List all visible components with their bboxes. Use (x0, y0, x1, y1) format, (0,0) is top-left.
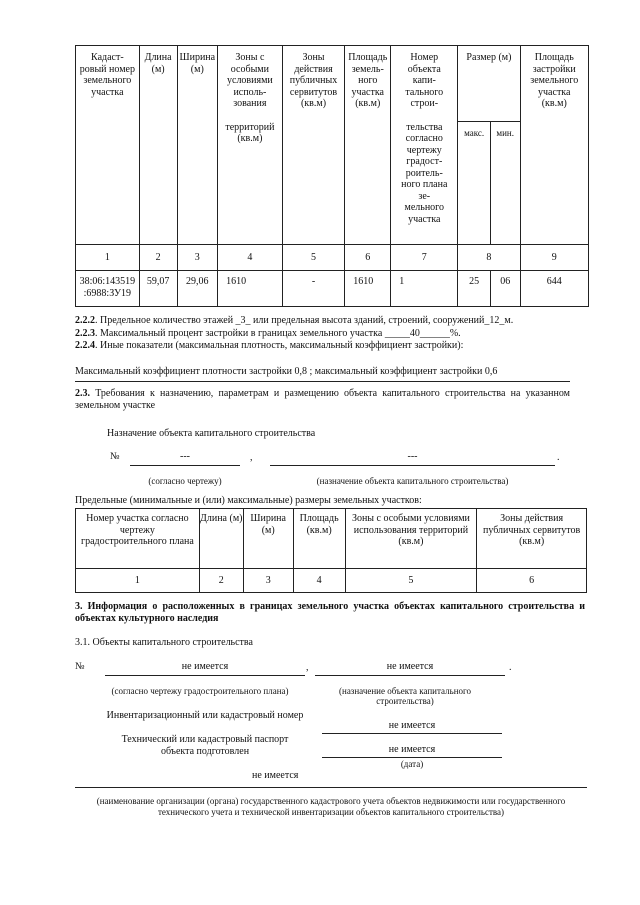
object-name: не имеется (386, 661, 434, 672)
coefficient-line: Максимальный коэффициент плотности застройки 0,8 ; максимальный коэффициент застройки 0,6 (75, 366, 498, 377)
header-object-number: Номер объекта капи- тального строи- тельства согласно чертежу градост- роитель- ного плана зе- мельного участка (391, 46, 458, 245)
limits-header-zones: Зоны с особыми условиями использования территорий (кв.м) (345, 509, 477, 569)
caption-purpose: (назначение объекта капитального строительства) (316, 476, 509, 486)
header-size-max: макс. (458, 122, 491, 245)
object-dot: . (509, 662, 512, 673)
limits-col-number-1: 1 (76, 569, 200, 593)
purpose-name: --- (407, 451, 418, 462)
header-length: Длина (м) (139, 46, 177, 245)
col-number-7: 7 (391, 245, 458, 271)
inventory-label: Инвентаризационный или кадастровый номер (106, 710, 304, 721)
section-3-1: 3.1. Объекты капитального строительства (75, 637, 253, 648)
inventory-value: не имеется (388, 720, 436, 731)
organization-line (75, 787, 587, 788)
parcel-table (75, 45, 589, 307)
limits-label: Предельные (минимальные и (или) максимальные) размеры земельных участков: (75, 495, 422, 506)
limits-col-number-2: 2 (199, 569, 243, 593)
cell-area: 1610 (345, 271, 391, 307)
caption-object-drawing: (согласно чертежу градостроительного плана) (111, 686, 289, 696)
col-number-3: 3 (177, 245, 218, 271)
limits-col-number-6: 6 (477, 569, 587, 593)
col-number-9: 9 (520, 245, 589, 271)
col-number-2: 2 (139, 245, 177, 271)
cell-servitude: - (282, 271, 345, 307)
section-2-2-4: 2.2.4. Иные показатели (максимальная плотность, максимальный коэффициент застройки): (75, 340, 464, 351)
inventory-line (322, 733, 502, 734)
purpose-label: Назначение объекта капитального строительства (107, 428, 316, 439)
divider (75, 381, 570, 382)
passport-value: не имеется (388, 744, 436, 755)
purpose-number-line (130, 465, 240, 466)
object-no-sign: № (75, 661, 85, 672)
col-number-4: 4 (218, 245, 283, 271)
col-number-1: 1 (76, 245, 140, 271)
header-cadastral: Кадаст- ровый номер земельного участка (76, 46, 140, 245)
section-2-3: 2.3. Требования к назначению, параметрам и размещению объекта капитального строительства на указанном земельном участке (75, 388, 570, 411)
limits-header-number: Номер участка согласно чертежу градостроительного плана (76, 509, 200, 569)
header-size: Размер (м) (458, 46, 520, 122)
caption-drawing: (согласно чертежу) (148, 476, 222, 486)
limits-header-servitude: Зоны действия публичных сервитутов (кв.м) (477, 509, 587, 569)
object-number-line (105, 675, 305, 676)
header-special-zones: Зоны с особыми условиями исполь- зования территорий (кв.м) (218, 46, 283, 245)
col-number-8: 8 (458, 245, 520, 271)
object-number: не имеется (181, 661, 229, 672)
header-area: Площадь земель- ного участка (кв.м) (345, 46, 391, 245)
limits-col-number-5: 5 (345, 569, 477, 593)
date-caption: (дата) (400, 759, 424, 769)
organization-value: не имеется (252, 770, 299, 781)
cell-width: 29,06 (177, 271, 218, 307)
header-built-area: Площадь застройки земельного участка (кв.м) (520, 46, 589, 245)
passport-label: Технический или кадастровый паспорт объекта подготовлен (121, 734, 289, 757)
limits-header-width: Ширина (м) (243, 509, 293, 569)
limits-header-area: Площадь (кв.м) (293, 509, 345, 569)
limits-header-length: Длина (м) (199, 509, 243, 569)
section-2-2-2: 2.2.2. Предельное количество этажей _3_ или предельная высота зданий, строений, сооружений_12_м. (75, 315, 514, 326)
purpose-no-sign: № (110, 451, 120, 462)
cell-size-max: 25 (458, 271, 491, 307)
section-3: 3. Информация о расположенных в границах земельного участка объектах капитального строительства и объектах культурного наследия (75, 601, 585, 624)
purpose-number: --- (180, 451, 190, 462)
cell-cadastral: 38:06:143519 :6988:ЗУ19 (76, 271, 140, 307)
purpose-name-line (270, 465, 555, 466)
purpose-comma: , (250, 452, 253, 463)
limits-table (75, 508, 587, 593)
cell-object-number: 1 (391, 271, 458, 307)
organization-caption: (наименование организации (органа) государственного кадастрового учета объектов недвижимости или государственного технического учета и технической инвентаризации объектов капитального строительства) (96, 796, 566, 817)
section-2-2-3: 2.2.3. Максимальный процент застройки в границах земельного участка _____40______%. (75, 328, 461, 339)
header-width: Ширина (м) (177, 46, 218, 245)
caption-object-purpose: (назначение объекта капитального строительства) (339, 686, 471, 706)
cell-zones: 1610 (218, 271, 283, 307)
col-number-5: 5 (282, 245, 345, 271)
cell-length: 59,07 (139, 271, 177, 307)
limits-col-number-3: 3 (243, 569, 293, 593)
cell-built-area: 644 (520, 271, 589, 307)
object-name-line (315, 675, 505, 676)
header-size-min: мин. (490, 122, 520, 245)
object-comma: , (306, 662, 309, 673)
limits-col-number-4: 4 (293, 569, 345, 593)
header-servitude: Зоны действия публичных сервитутов (кв.м) (282, 46, 345, 245)
col-number-6: 6 (345, 245, 391, 271)
passport-line (322, 757, 502, 758)
purpose-dot: . (557, 452, 560, 463)
cell-size-min: 06 (490, 271, 520, 307)
